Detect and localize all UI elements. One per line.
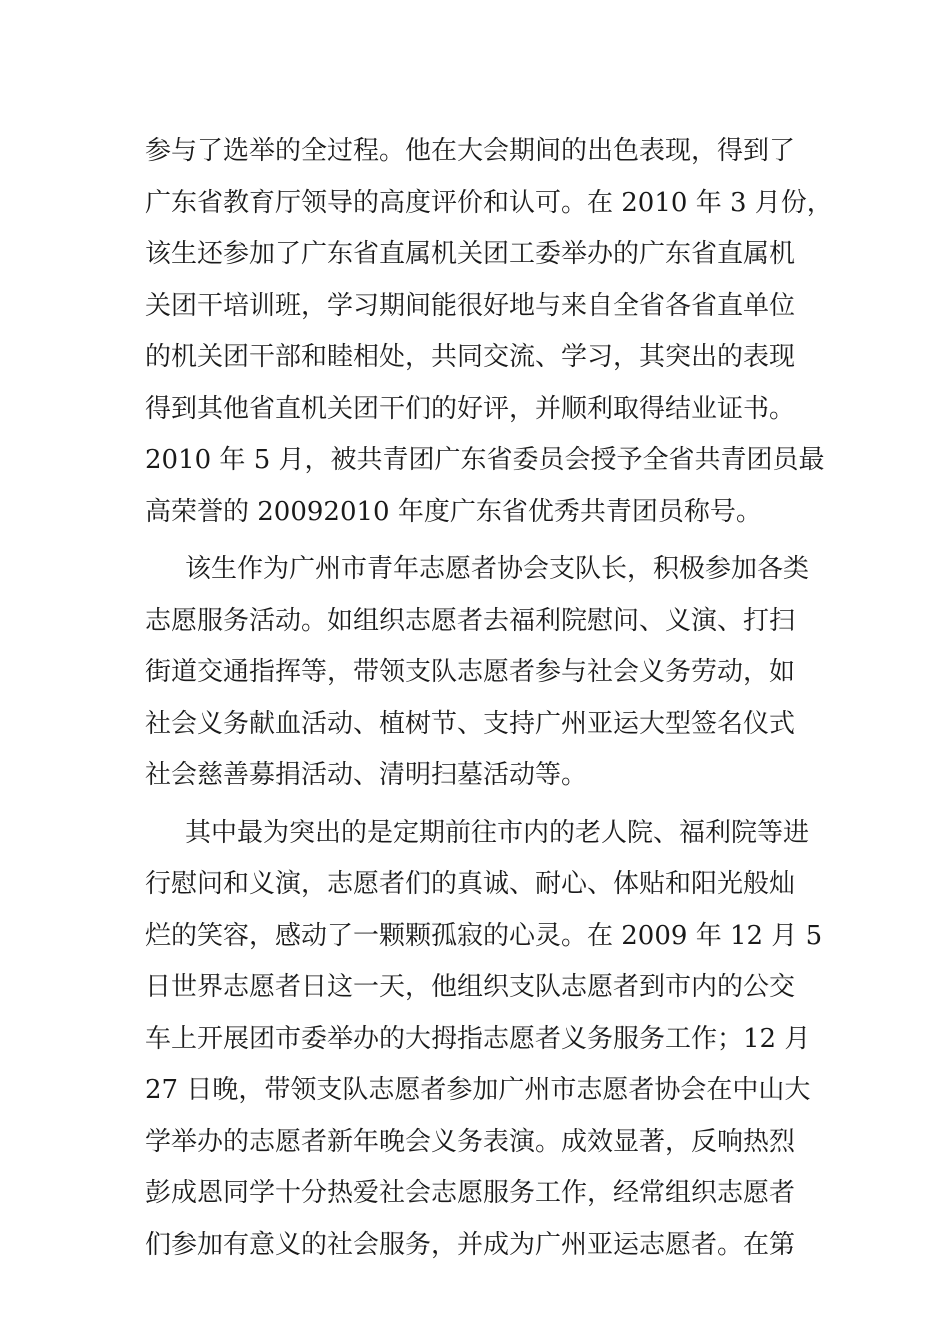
text-line: 高荣誉的 20092010 年度广东省优秀共青团员称号。 bbox=[145, 496, 762, 527]
text-line: 们参加有意义的社会服务，并成为广州亚运志愿者。在第 bbox=[145, 1229, 796, 1260]
text-line: 该生还参加了广东省直属机关团工委举办的广东省直属机 bbox=[145, 239, 796, 269]
text-line: 日世界志愿者日这一天，他组织支队志愿者到市内的公交 bbox=[145, 972, 796, 1002]
text-line: 关团干培训班，学习期间能很好地与来自全省各省直单位 bbox=[145, 290, 796, 321]
text-line: 的机关团干部和睦相处，共同交流、学习，其突出的表现 bbox=[145, 342, 796, 372]
text-line: 彭成恩同学十分热爱社会志愿服务工作，经常组织志愿者 bbox=[145, 1178, 796, 1208]
text-line: 车上开展团市委举办的大拇指志愿者义务服务工作；12 月 bbox=[145, 1023, 811, 1054]
text-line: 广东省教育厅领导的高度评价和认可。在 2010 年 3 月份， bbox=[145, 187, 833, 218]
text-line: 志愿服务活动。如组织志愿者去福利院慰问、义演、打扫 bbox=[145, 605, 796, 636]
text-line: 27 日晚，带领支队志愿者参加广州市志愿者协会在中山大 bbox=[145, 1075, 811, 1105]
text-line: 参与了选举的全过程。他在大会期间的出色表现，得到了 bbox=[145, 136, 796, 166]
text-line: 2010 年 5 月，被共青团广东省委员会授予全省共青团员最 bbox=[145, 445, 825, 475]
paragraph-first-line: 该生作为广州市青年志愿者协会支队长，积极参加各类 bbox=[185, 554, 810, 584]
text-line: 行慰问和义演，志愿者们的真诚、耐心、体贴和阳光般灿 bbox=[145, 869, 796, 899]
text-line: 得到其他省直机关团干们的好评，并顺利取得结业证书。 bbox=[145, 393, 796, 424]
paragraph-first-line: 其中最为突出的是定期前往市内的老人院、福利院等进 bbox=[185, 817, 810, 848]
text-line: 社会慈善募捐活动、清明扫墓活动等。 bbox=[145, 760, 588, 790]
body-text bbox=[145, 126, 833, 1271]
text-line: 街道交通指挥等，带领支队志愿者参与社会义务劳动，如 bbox=[145, 657, 796, 687]
text-line: 烂的笑容，感动了一颗颗孤寂的心灵。在 2009 年 12 月 5 bbox=[145, 920, 823, 951]
text-line: 学举办的志愿者新年晚会义务表演。成效显著，反响热烈 bbox=[145, 1126, 796, 1157]
text-line: 社会义务献血活动、植树节、支持广州亚运大型签名仪式 bbox=[145, 708, 796, 739]
